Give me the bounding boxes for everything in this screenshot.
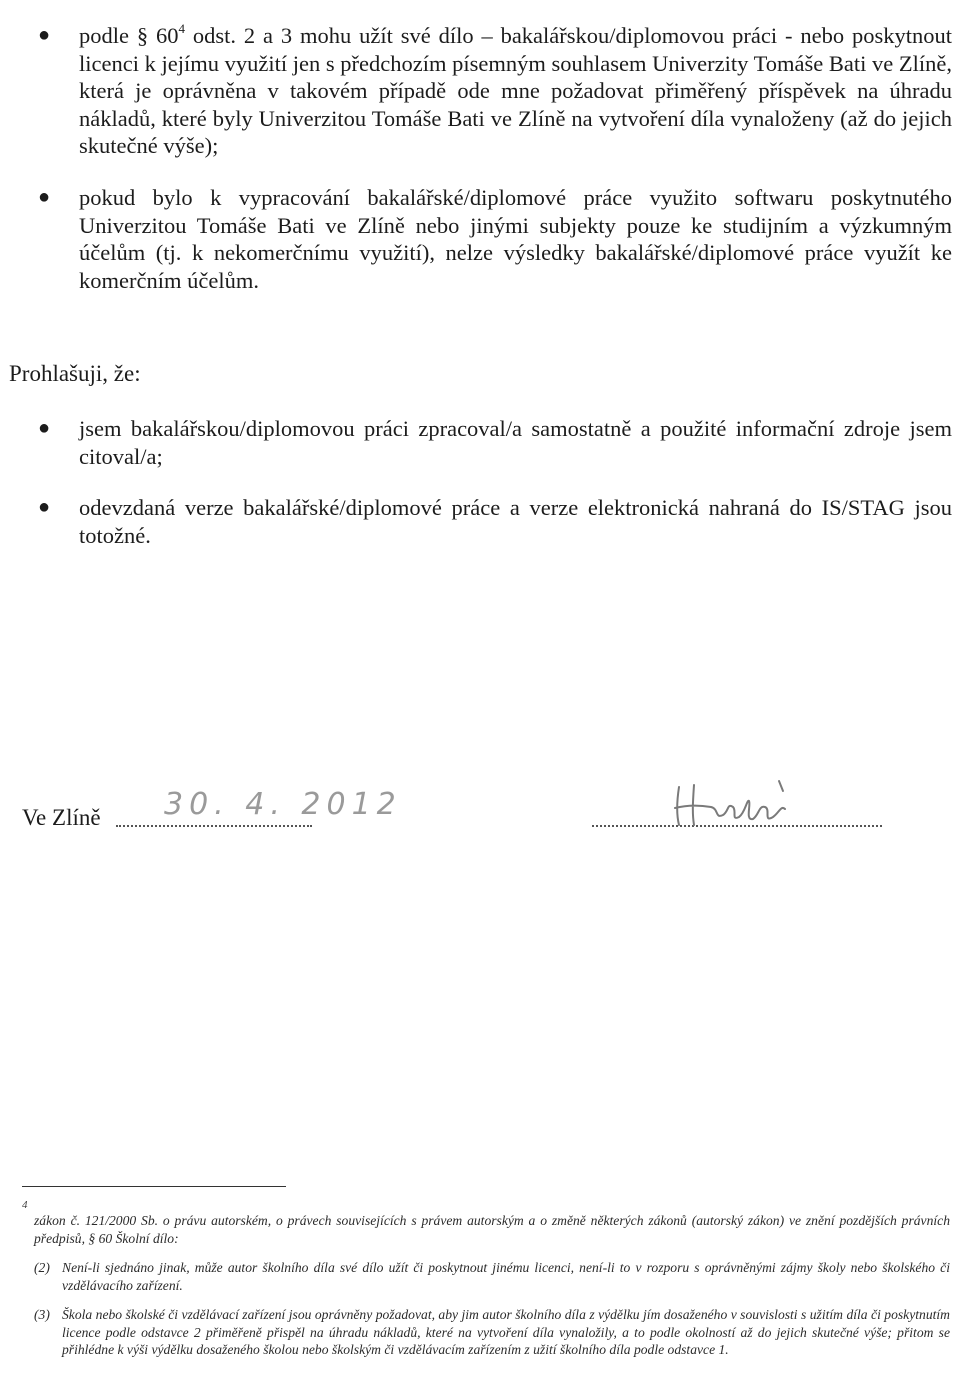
footnote-item [34, 1259, 950, 1294]
declaration-intro: Prohlašuji, že: [9, 361, 141, 386]
bullet-icon: ● [38, 417, 51, 439]
handwritten-date: 30. 4. 2012 [164, 787, 402, 822]
list-item [0, 415, 960, 470]
footnote-item-text: Škola nebo školské či vzdělávací zařízení jsou oprávněny požadovat, aby jim autor školního díla z výdělku jím dosaženého v souvislosti s užitím díla či poskytnutím licence podle odstavce 2 přiměřeně přispěl na úhradu nákladů, které na vytvoření díla vynaložily, a to podle okolností až do jejich skutečné výše; přitom se přihlédne k výši výdělku dosaženého školou nebo školským či vzdělávacím zařízením z užití školního díla podle odstavce 1. [62, 1307, 950, 1357]
list-item [0, 494, 960, 549]
footnote-item-number: (2) [34, 1260, 50, 1275]
item-text: odevzdaná verze bakalářské/diplomové práce a verze elektronická nahraná do IS/STAG jsou totožné. [79, 495, 952, 548]
bullet-icon: ● [38, 24, 51, 46]
bullet-icon: ● [38, 496, 51, 519]
footnote-item-text: Není-li sjednáno jinak, může autor školního díla své dílo užít či poskytnout jinému licenci, není-li to v rozporu s oprávněnými zájmy školy nebo školského či vzdělávacího zařízení. [62, 1260, 950, 1293]
item-text-post: odst. 2 a 3 mohu užít své dílo – bakalářskou/diplomovou práci - nebo poskytnout licenci k jejímu využití jen s předchozím písemným souhlasem Univerzity Tomáše Bati ve Zlíně, která je oprávněna v takovém případě ode mne požadovat přiměřený příspěvek na úhradu nákladů, které byly Univerzitou Tomáše Bati ve Zlíně na vytvoření díla vynaloženy (až do jejich skutečné výše); [79, 23, 952, 159]
date-dotted-line [116, 825, 312, 827]
item-text: pokud bylo k vypracování bakalářské/diplomové práce využito softwaru poskytnutého Univerzitou Tomáše Bati ve Zlíně nebo jinými subjekty pouze ke studijním a výzkumným účelům (tj. k nekomerčnímu využití), nelze výsledky bakalářské/diplomové práce využít ke komerčním účelům. [79, 184, 952, 293]
footnote-marker: 4 [22, 1199, 28, 1211]
footnote-law-text: zákon č. 121/2000 Sb. o právu autorském, o právech souvisejících s právem autorským a o změně některých zákonů (autorský zákon) ve znění pozdějších právních předpisů, § 60 Školní dílo: [34, 1213, 950, 1246]
item-text: jsem bakalářskou/diplomovou práci zpracoval/a samostatně a použité informační zdroje jsem citoval/a; [79, 416, 952, 469]
footnote-rule [22, 1186, 286, 1187]
place-label: Ve Zlíně [22, 805, 101, 830]
footnote-item [34, 1306, 950, 1359]
bullet-icon: ● [38, 185, 51, 208]
footnote-ref: 4 [178, 20, 185, 36]
rights-list [0, 22, 960, 294]
footnote-item-number: (3) [34, 1307, 50, 1322]
list-item [0, 22, 960, 160]
footnotes [34, 1212, 950, 1359]
declaration-list [0, 415, 960, 549]
list-item [0, 184, 960, 294]
handwritten-signature [667, 775, 797, 835]
item-text-pre: podle § 60 [79, 23, 179, 48]
signature-row [22, 787, 922, 845]
